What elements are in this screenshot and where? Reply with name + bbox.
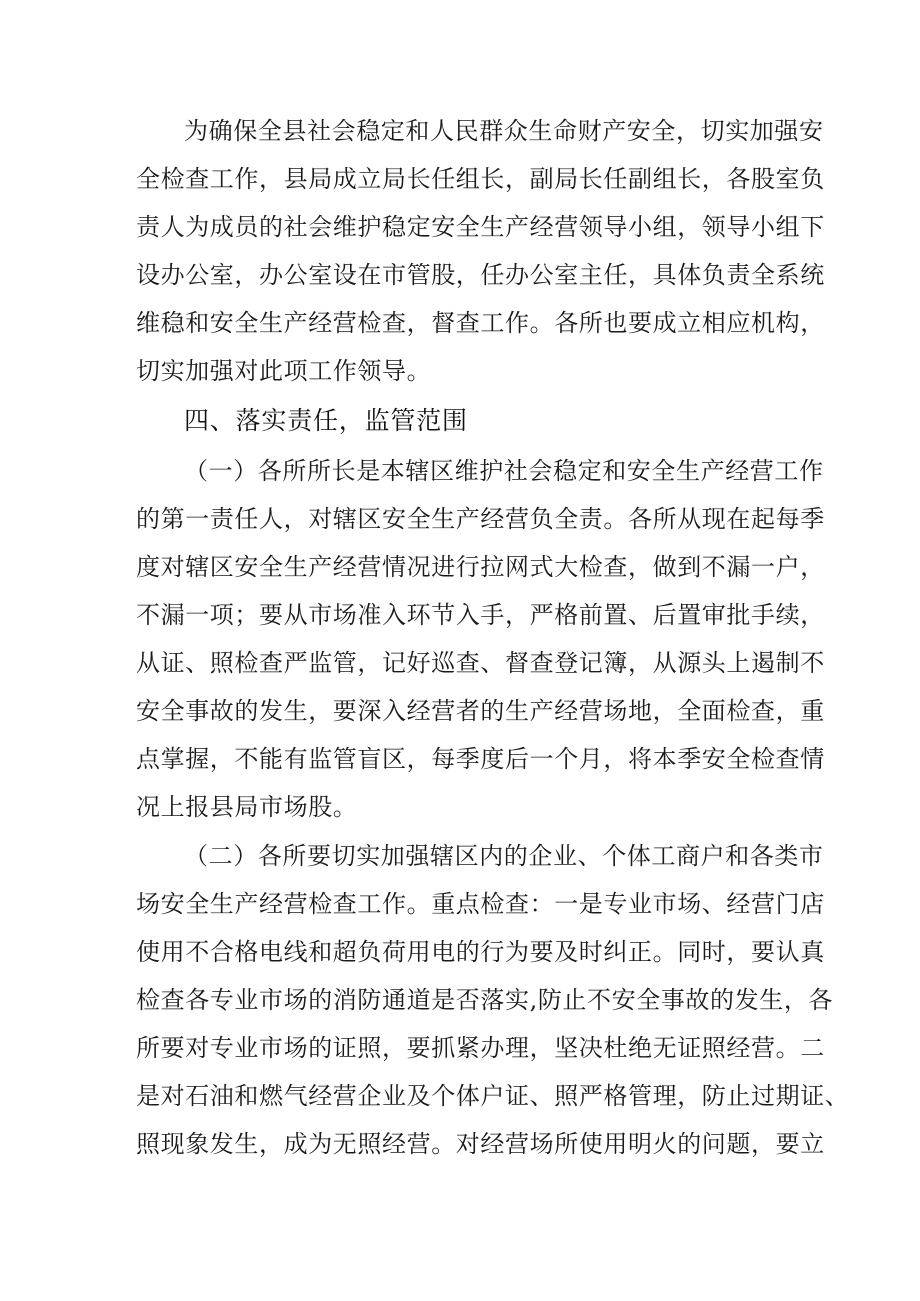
paragraph2-line: 点掌握，不能有监管盲区，每季度后一个月，将本季安全检查情 [136, 745, 825, 773]
paragraph3-line: 检查各专业市场的消防通道是否落实,防止不安全事故的发生，各 [136, 986, 834, 1014]
paragraph2-line: （一）各所所长是本辖区维护社会稳定和安全生产经营工作 [184, 457, 824, 485]
paragraph3-line: （二）各所要切实加强辖区内的企业、个体工商户和各类市 [184, 842, 824, 870]
paragraph3-line: 使用不合格电线和超负荷用电的行为要及时纠正。同时，要认真 [136, 938, 825, 966]
paragraph3-line: 场安全生产经营检查工作。重点检查：一是专业市场、经营门店 [136, 890, 825, 918]
paragraph1-line: 切实加强对此项工作领导。 [136, 357, 432, 385]
paragraph3-line: 照现象发生，成为无照经营。对经营场所使用明火的问题，要立 [136, 1130, 825, 1158]
paragraph2-line: 度对辖区安全生产经营情况进行拉网式大检查，做到不漏一户， [136, 553, 825, 581]
section-heading: 四、落实责任，监管范围 [184, 406, 468, 435]
paragraph2-line: 安全事故的发生，要深入经营者的生产经营场地，全面检查，重 [136, 697, 825, 725]
paragraph1-line: 为确保全县社会稳定和人民群众生命财产安全，切实加强安 [184, 117, 824, 145]
paragraph3-line: 所要对专业市场的证照，要抓紧办理，坚决杜绝无证照经营。二 [136, 1034, 825, 1062]
paragraph3-line: 是对石油和燃气经营企业及个体户证、照严格管理，防止过期证、 [136, 1082, 850, 1110]
paragraph1-line: 责人为成员的社会维护稳定安全生产经营领导小组，领导小组下 [136, 213, 825, 241]
paragraph1-line: 设办公室，办公室设在市管股，任办公室主任，具体负责全系统 [136, 261, 825, 289]
paragraph1-line: 全检查工作，县局成立局长任组长，副局长任副组长，各股室负 [136, 165, 825, 193]
paragraph2-line: 况上报县局市场股。 [136, 793, 358, 821]
paragraph2-line: 的第一责任人，对辖区安全生产经营负全责。各所从现在起每季 [136, 505, 825, 533]
paragraph2-line: 不漏一项；要从市场准入环节入手，严格前置、后置审批手续， [136, 601, 825, 629]
paragraph1-line: 维稳和安全生产经营检查，督查工作。各所也要成立相应机构， [136, 309, 825, 337]
paragraph2-line: 从证、照检查严监管，记好巡查、督查登记簿，从源头上遏制不 [136, 649, 825, 677]
